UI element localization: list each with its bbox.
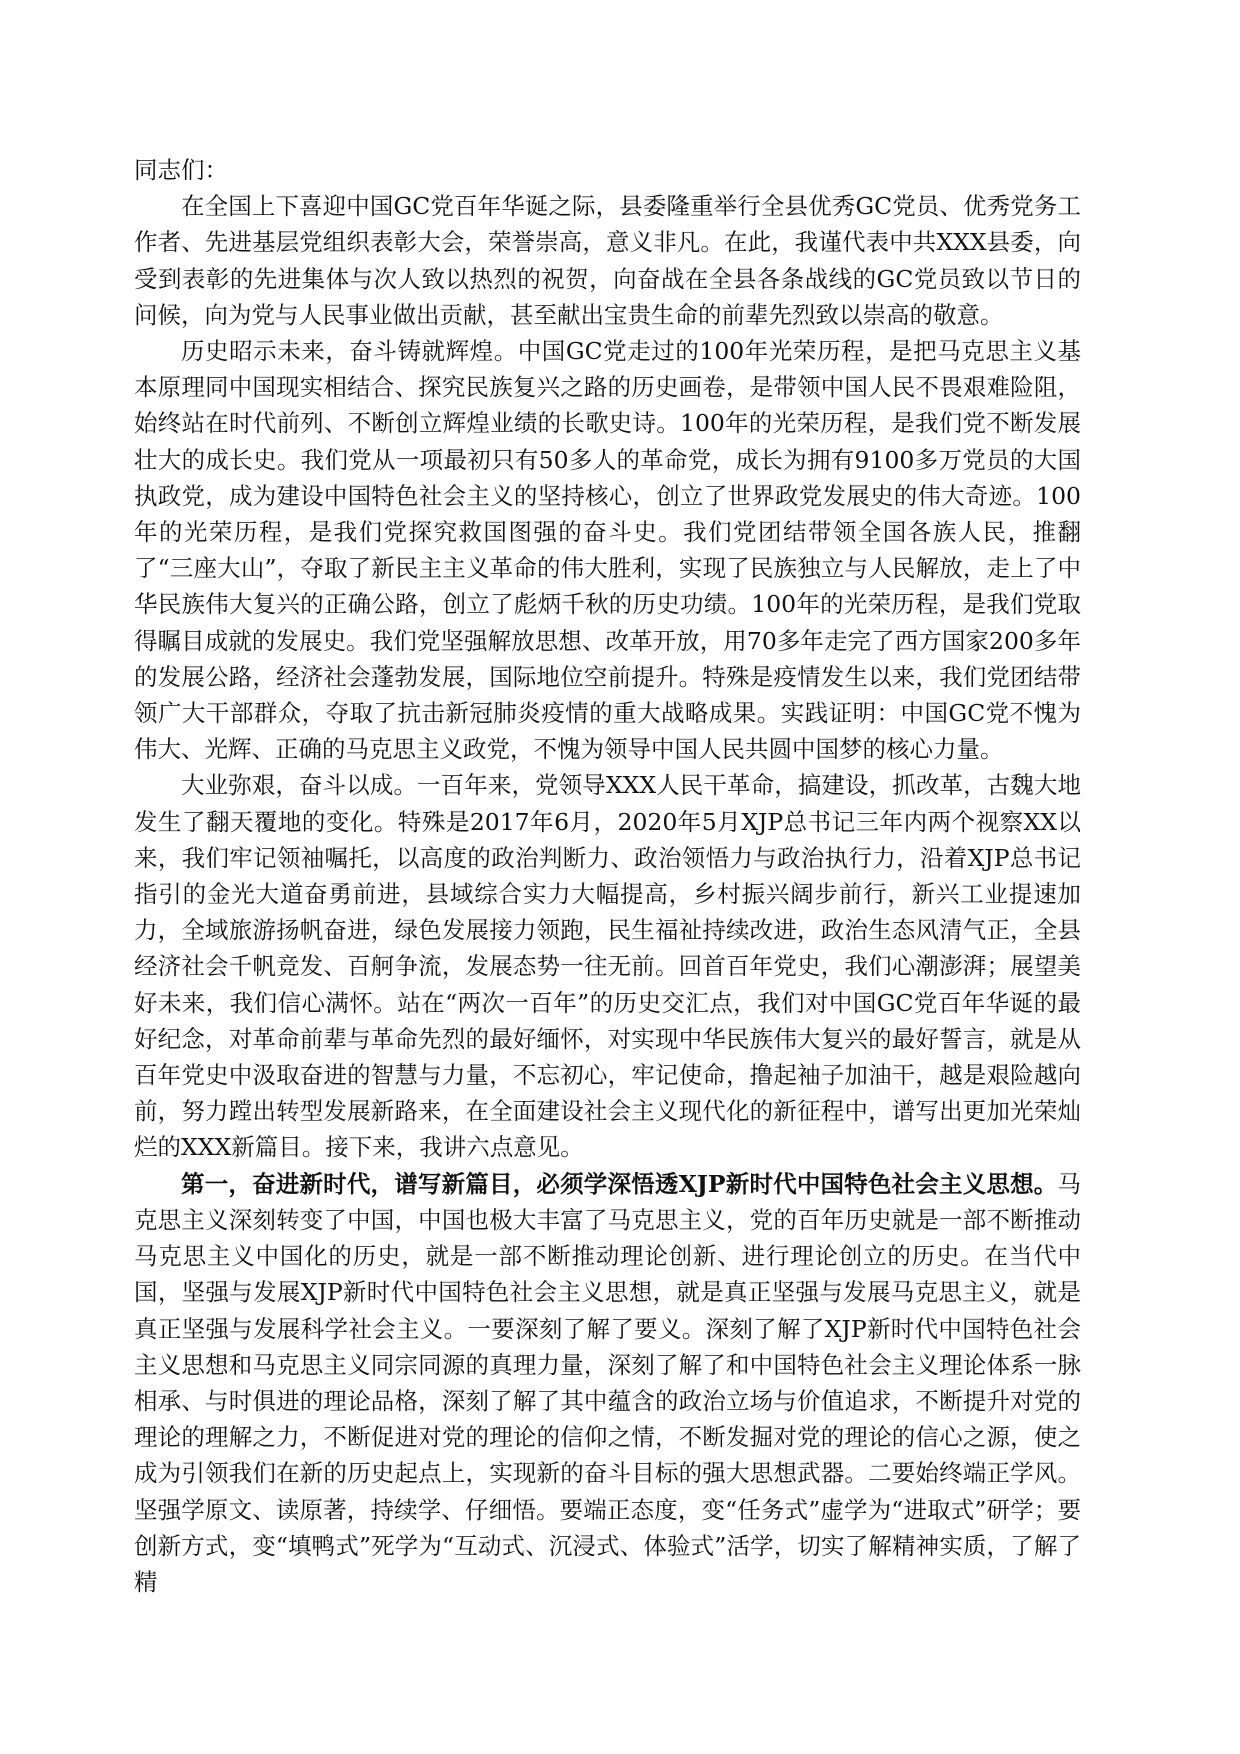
paragraph-history: 历史昭示未来，奋斗铸就辉煌。中国GC党走过的100年光荣历程，是把马克思主义基本原理同中国现实相结合、探究民族复兴之路的历史画卷，是带领中国人民不畏艰难险阻，始终站在时代前列、不断创立辉煌业绩的长歌史诗。100年的光荣历程，是我们党不断发展壮大的成长史。我们党从一项最初只有50多人的革命党，成长为拥有9100多万党员的大国执政党，成为建设中国特色社会主义的坚持核心，创立了世界政党发展史的伟大奇迹。100年的光荣历程，是我们党探究救国图强的奋斗史。我们党团结带领全国各族人民，推翻了“三座大山”，夺取了新民主主义革命的伟大胜利，实现了民族独立与人民解放，走上了中华民族伟大复兴的正确公路，创立了彪炳千秋的历史功绩。100年的光荣历程，是我们党取得瞩目成就的发展史。我们党坚强解放思想、改革开放，用70多年走完了西方国家200多年的发展公路，经济社会蓬勃发展，国际地位空前提升。特殊是疫情发生以来，我们党团结带领广大干部群众，夺取了抗击新冠肺炎疫情的重大战略成果。实践证明：中国GC党不愧为伟大、光辉、正确的马克思主义政党，不愧为领导中国人民共圆中国梦的核心力量。 [134,337,1081,764]
salutation: 同志们： [134,156,228,184]
paragraph-section-one [134,1166,1081,1600]
section-one-heading: 第一，奋进新时代，谱写新篇目，必须学深悟透XJP新时代中国特色社会主义思想。 [181,1169,1058,1198]
paragraph-opening: 在全国上下喜迎中国GC党百年华诞之际，县委隆重举行全县优秀GC党员、优秀党务工作者、先进基层党组织表彰大会，荣誉崇高，意义非凡。在此，我谨代表中共XXX县委，向受到表彰的先进集体与次人致以热烈的祝贺，向奋战在全县各条战线的GC党员致以节日的问候，向为党与人民事业做出贡献，甚至献出宝贵生命的前辈先烈致以崇高的敬意。 [134,192,1081,329]
paragraph-achievements: 大业弥艰，奋斗以成。一百年来，党领导XXX人民干革命，搞建设，抓改革，古魏大地发生了翻天覆地的变化。特殊是2017年6月，2020年5月XJP总书记三年内两个视察XX以来，我们牢记领袖嘱托，以高度的政治判断力、政治领悟力与政治执行力，沿着XJP总书记指引的金光大道奋勇前进，县域综合实力大幅提高，乡村振兴阔步前行，新兴工业提速加力，全域旅游扬帆奋进，绿色发展接力领跑，民生福祉持续改进，政治生态风清气正，全县经济社会千帆竞发、百舸争流，发展态势一往无前。回首百年党史，我们心潮澎湃；展望美好未来，我们信心满怀。站在“两次一百年”的历史交汇点，我们对中国GC党百年华诞的最好纪念，对革命前辈与革命先烈的最好缅怀，对实现中华民族伟大复兴的最好誓言，就是从百年党史中汲取奋进的智慧与力量，不忘初心，牢记使命，撸起袖子加油干，越是艰险越向前，努力蹚出转型发展新路来，在全面建设社会主义现代化的新征程中，谱写出更加光荣灿烂的XXX新篇目。接下来，我讲六点意见。 [134,771,1081,1162]
section-one-body: 马克思主义深刻转变了中国，中国也极大丰富了马克思主义，党的百年历史就是一部不断推动马克思主义中国化的历史，就是一部不断推动理论创新、进行理论创立的历史。在当代中国，坚强与发展XJP新时代中国特色社会主义思想，就是真正坚强与发展马克思主义，就是真正坚强与发展科学社会主义。一要深刻了解了要义。深刻了解了XJP新时代中国特色社会主义思想和马克思主义同宗同源的真理力量，深刻了解了和中国特色社会主义理论体系一脉相承、与时俱进的理论品格，深刻了解了其中蕴含的政治立场与价值追求，不断提升对党的理论的理解之力，不断促进对党的理论的信仰之情，不断发掘对党的理论的信心之源，使之成为引领我们在新的历史起点上，实现新的奋斗目标的强大思想武器。二要始终端正学风。坚强学原文、读原著，持续学、仔细悟。要端正态度，变“任务式”虚学为“进取式”研学；要创新方式，变“填鸭式”死学为“互动式、沉浸式、体验式”活学，切实了解精神实质，了解了精 [134,1169,1081,1596]
document-page [134,152,1081,1600]
